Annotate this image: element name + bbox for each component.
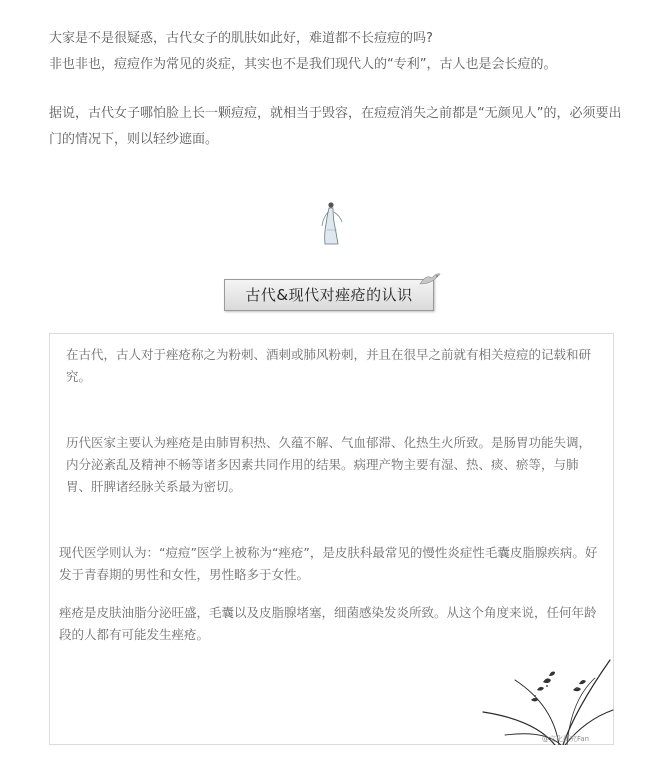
orchid-ink-icon [475, 650, 615, 745]
intro-line-2: 非也非也，痘痘作为常见的炎症，其实也不是我们现代人的“专利”，古人也是会长痘的。 [49, 57, 557, 72]
panel-paragraph-modern-view: 现代医学则认为：“痘痘”医学上被称为“痤疮”，是皮肤科最常见的慢性炎症性毛囊皮脂腺疾病。好发于青春期的男性和女性，男性略多于女性。 [59, 545, 598, 582]
section-title: 古代&现代对痤疮的认识 [224, 279, 434, 311]
panel-paragraph-modern-causes: 痤疮是皮肤油脂分泌旺盛，毛囊以及皮脂腺堵塞，细菌感染发炎所致。从这个角度来说，任何年龄段的人都有可能发生痤疮。 [59, 605, 597, 642]
panel-paragraph-ancient-names: 在古代，古人对于痤疮称之为粉刺、酒刺或肺风粉刺，并且在很早之前就有相关痘痘的记载和研究。 [66, 347, 592, 384]
panel-paragraph-ancient-causes: 历代医家主要认为痤疮是由肺胃积热、久蕴不解、气血郁滞、化热生火所致。是肠胃功能失调，内分泌紊乱及精神不畅等诸多因素共同作用的结果。病理产物主要有湿、热、痰、瘀等，与肺胃、肝脾诸经脉关系最为密切。 [66, 435, 592, 494]
intro-line-1: 大家是不是很疑惑，古代女子的肌肤如此好，难道都不长痘痘的吗? [49, 31, 433, 46]
intro-text [49, 26, 629, 153]
watermark: @文化研究Fan [542, 735, 590, 743]
ancient-lady-icon [318, 200, 346, 246]
intro-line-3: 据说，古代女子哪怕脸上长一颗痘痘，就相当于毁容，在痘痘消失之前都是“无颜见人”的，必须要出门的情况下，则以轻纱遮面。 [49, 106, 622, 147]
bird-ornament-icon [418, 270, 442, 288]
